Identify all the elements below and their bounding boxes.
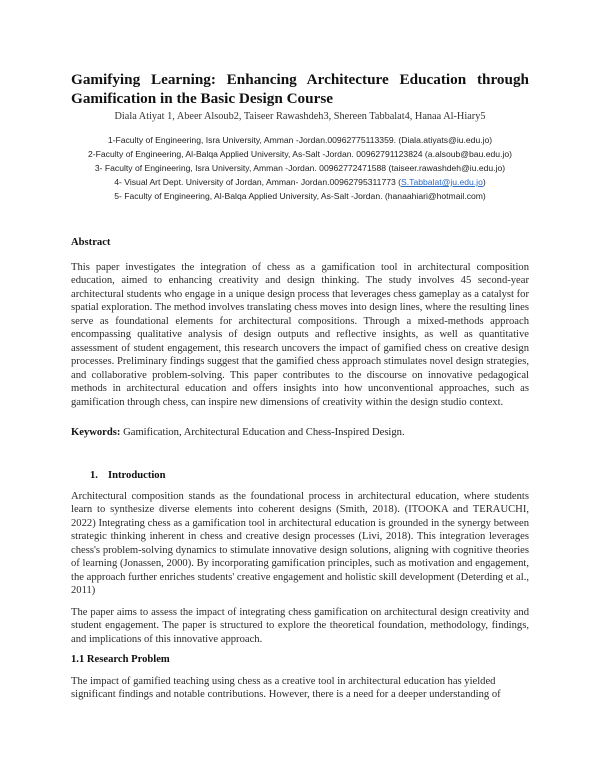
affiliation-4 xyxy=(71,175,529,189)
paper-title xyxy=(71,71,529,108)
keywords xyxy=(71,427,529,438)
affiliation-1: 1-Faculty of Engineering, Isra University, Amman -Jordan.00962775113359. (Diala.atiyats@iu.edu.jo) xyxy=(107,135,493,145)
affiliation-3: 3- Faculty of Engineering, Isra University, Amman -Jordan. 00962772471588 (taiseer.rawashdeh@iu.edu.jo) xyxy=(94,163,506,173)
affiliation-2: 2-Faculty of Engineering, Al-Balqa Applied University, As-Salt -Jordan. 00962791123824 (a.alsoub@bau.edu.jo) xyxy=(87,149,513,159)
keywords-text: Gamification, Architectural Education and Chess-Inspired Design. xyxy=(120,427,405,438)
affiliation-5: 5- Faculty of Engineering, Al-Balqa Applied University, As-Salt -Jordan. (hanaahiari@hotmail.com) xyxy=(114,191,486,201)
research-problem-paragraph: The impact of gamified teaching using chess as a creative tool in architectural education has yielded significant findings and notable contributions. However, there is a need for a deeper understanding of xyxy=(71,676,501,701)
introduction-paragraph-1: Architectural composition stands as the foundational process in architectural education, where students learn to synthesize diverse elements into coherent designs (Smith, 2018). (ITOOKA and TERAUCHI, 2022) Integrating chess as a gamification tool in architectural education is grounded in the synergy between strategic thinking inherent in chess and creative design processes (Livi, 2018). This integration leverages chess's problem-solving dynamics to stimulate innovative design solutions, aligning with cognitive theories of learning (Jonassen, 2000). By incorporating gamification principles, such as motivation and engagement, the approach further enriches students' creative engagement and holistic skill development (Deterding et al., 2011) xyxy=(71,491,529,597)
introduction-heading xyxy=(90,470,166,481)
title-line-2: Gamification in the Basic Design Course xyxy=(71,89,333,107)
section-title: Introduction xyxy=(108,470,166,481)
affiliation-4-close: ) xyxy=(482,177,486,187)
introduction-paragraph-2: The paper aims to assess the impact of integrating chess gamification on architectural design creativity and student engagement. The paper is structured to explore the theoretical foundation, methodology, findings, and implications of this innovative approach. xyxy=(71,607,529,645)
section-number: 1. xyxy=(90,470,98,481)
affiliations xyxy=(71,133,529,203)
title-line-1: Gamifying Learning: Enhancing Architecture Education through xyxy=(71,71,529,88)
author-list: Diala Atiyat 1, Abeer Alsoub2, Taiseer Rawashdeh3, Shereen Tabbalat4, Hanaa Al-Hiary5 xyxy=(114,111,486,122)
research-problem-heading: 1.1 Research Problem xyxy=(71,654,170,665)
email-link[interactable]: S.Tabbalat@ju.edu.jo xyxy=(401,177,483,187)
affiliation-4-text: 4- Visual Art Dept. University of Jordan, Amman- Jordan.00962795311773 ( xyxy=(114,177,402,187)
abstract-heading: Abstract xyxy=(71,237,111,248)
abstract-body: This paper investigates the integration of chess as a gamification tool in architectural composition education, aimed to enhancing creativity and design thinking. The study involves 45 second-year architectural students who engage in a unique design process that leverages chess gameplay as a catalyst for spatial exploration. The method involves translating chess moves into design lines, where the resulting lines serve as foundational elements for architectural compositions. Through a mixed-methods approach encompassing qualitative analysis of design outputs and reflective insights, as well as quantitative assessment of student engagement, this research uncovers the impact of gamified chess on creative design processes. Preliminary findings suggest that the gamified chess approach stimulates novel design strategies, and collaborative problem-solving. This paper contributes to the discourse on innovative pedagogical methods in architectural education and offers insights into how unconventional approaches, such as gamification through chess, can inspire new dimensions of creativity within the design studio context. xyxy=(71,262,529,408)
keywords-label: Keywords: xyxy=(71,427,121,438)
